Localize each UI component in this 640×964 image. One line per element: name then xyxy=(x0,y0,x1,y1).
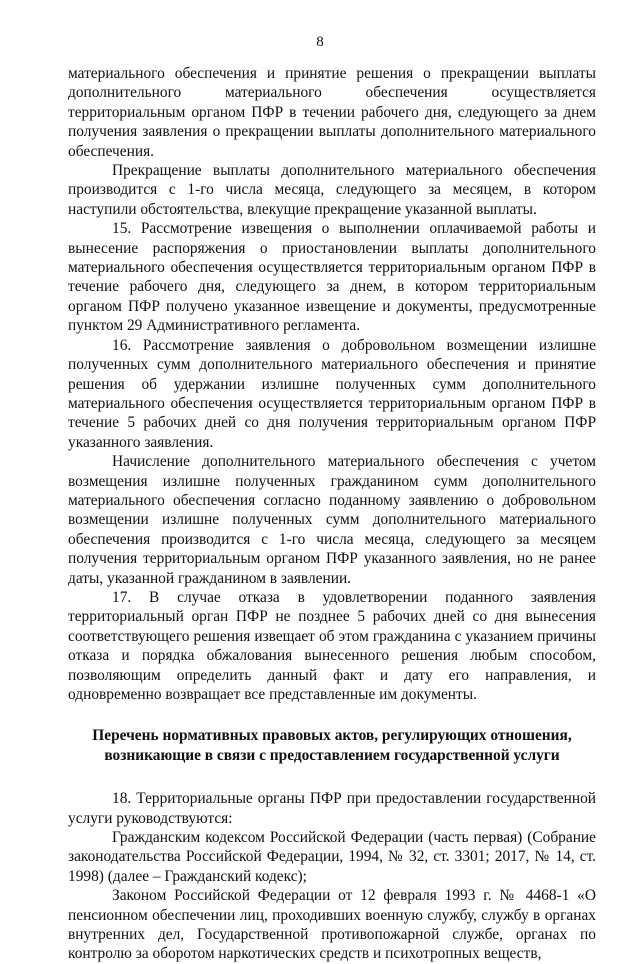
section-heading-line-1: Перечень нормативных правовых актов, регулирующих отношения, xyxy=(92,727,572,745)
paragraph-item-18: 18. Территориальные органы ПФР при предоставлении государственной услуги руководствуются: xyxy=(68,790,596,827)
paragraph-continuation: материального обеспечения и принятие решения о прекращении выплаты дополнительного материального обеспечения осуществляется территориальным органом ПФР в течении рабочего дня, следующего за днем получения заявления о прекращении выплаты дополнительного материального обеспечения. xyxy=(68,65,596,160)
paragraph-item-15: 15. Рассмотрение извещения о выполнении оплачиваемой работы и вынесение распоряжения о приостановлении выплаты дополнительного материального обеспечения осуществляется территориальным органом ПФР в течение рабочего дня, следующего за днем, в котором территориальным органом ПФР получено указанное извещение и документы, предусмотренные пунктом 29 Административного регламента. xyxy=(68,220,596,335)
page-number: 8 xyxy=(316,34,324,50)
paragraph-termination-date: Прекращение выплаты дополнительного материального обеспечения производится с 1-го числа месяца, следующего за месяцем, в котором наступили обстоятельства, влекущие прекращение указанной выплаты. xyxy=(68,162,596,218)
paragraph-civil-code: Гражданским кодексом Российской Федерации (часть первая) (Собрание законодательства Российской Федерации, 1994, № 32, ст. 3301; 2017, № 14, ст. 1998) (далее – Гражданский кодекс); xyxy=(68,829,596,885)
paragraph-pension-law: Законом Российской Федерации от 12 февраля 1993 г. № 4468-1 «О пенсионном обеспечении лиц, проходивших военную службу, службу в органах внутренних дел, Государственной противопожарной службе, органах по контролю за оборотом наркотических средств и психотропных веществ, xyxy=(68,887,596,963)
paragraph-accrual: Начисление дополнительного материального обеспечения с учетом возмещения излишне полученных гражданином сумм дополнительного материального обеспечения согласно поданному заявлению о добровольном возмещении излишне полученных сумм дополнительного материального обеспечения производится с 1-го числа месяца, следующего за месяцем получения территориальным органом ПФР указанного заявления, но не ранее даты, указанной гражданином в заявлении. xyxy=(68,453,596,587)
paragraph-item-17: 17. В случае отказа в удовлетворении поданного заявления территориальный орган ПФР не позднее 5 рабочих дней со дня вынесения соответствующего решения извещает об этом гражданина с указанием причины отказа и порядка обжалования вынесенного решения любым способом, позволяющим определить данный факт и дату его направления, и одновременно возвращает все представленные им документы. xyxy=(68,588,596,703)
paragraph-item-16: 16. Рассмотрение заявления о добровольном возмещении излишне полученных сумм дополнительного материального обеспечения и принятие решения об удержании излишне полученных сумм дополнительного материального обеспечения осуществляется территориальным органом ПФР в течение 5 рабочих дней со дня получения территориальным органом ПФР указанного заявления. xyxy=(68,336,596,451)
section-heading xyxy=(68,726,596,765)
document-body xyxy=(68,64,596,964)
section-heading-line-2: возникающие в связи с предоставлением государственной услуги xyxy=(104,746,560,764)
